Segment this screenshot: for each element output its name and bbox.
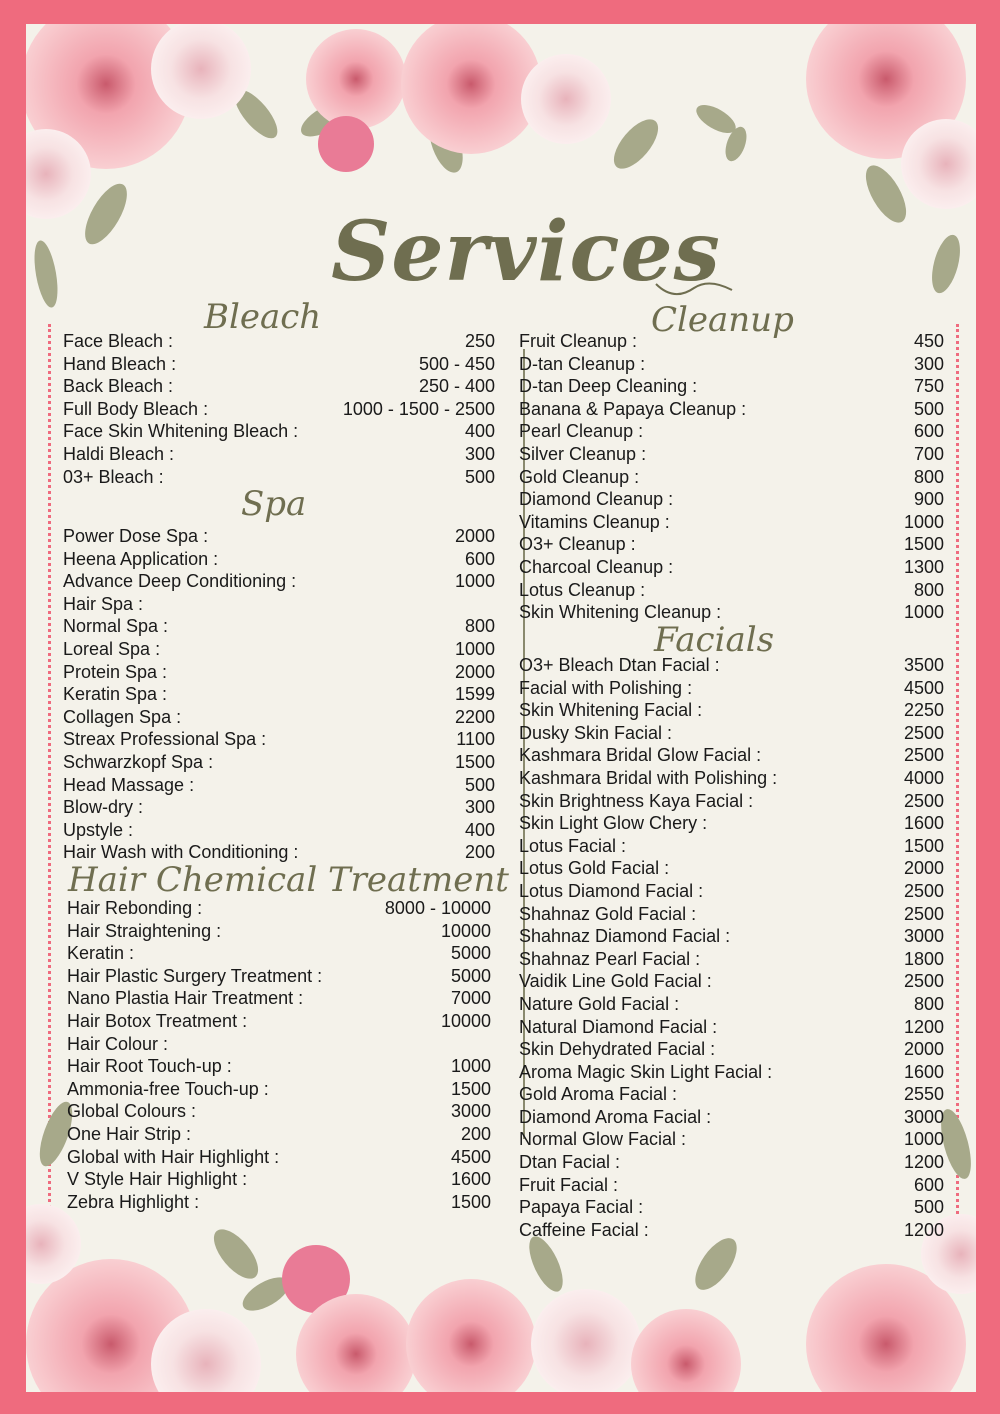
service-row	[519, 1174, 944, 1197]
service-name: Ammonia-free Touch-up :	[67, 1078, 269, 1099]
service-name: Collagen Spa :	[63, 706, 182, 727]
service-price: 1500	[454, 751, 495, 772]
service-row	[63, 796, 495, 819]
service-price: 800	[464, 616, 495, 637]
service-price: 2500	[903, 880, 944, 901]
service-row	[63, 593, 495, 616]
service-name: Lotus Diamond Facial :	[519, 880, 704, 901]
service-name: Back Bleach :	[63, 376, 174, 397]
service-price: 2500	[903, 903, 944, 924]
service-name: Nature Gold Facial :	[519, 993, 680, 1014]
service-price: 500	[913, 1197, 944, 1218]
service-row	[519, 812, 944, 835]
service-name: Normal Spa :	[63, 616, 169, 637]
service-row	[519, 880, 944, 903]
service-price: 2500	[903, 971, 944, 992]
service-row	[519, 970, 944, 993]
service-price: 200	[460, 1123, 491, 1144]
service-price: 2000	[903, 858, 944, 879]
service-row	[63, 420, 495, 443]
service-row	[63, 638, 495, 661]
service-row	[519, 1038, 944, 1061]
service-row	[519, 654, 944, 677]
service-price: 4000	[903, 767, 944, 788]
service-name: Dusky Skin Facial :	[519, 722, 673, 743]
service-name: Zebra Highlight :	[67, 1191, 200, 1212]
service-row	[519, 330, 944, 353]
service-row	[63, 751, 495, 774]
service-name: Kashmara Bridal with Polishing :	[519, 767, 778, 788]
service-row	[63, 570, 495, 593]
service-name: Banana & Papaya Cleanup :	[519, 398, 747, 419]
service-row	[63, 615, 495, 638]
service-row	[63, 706, 495, 729]
service-price: 1000	[454, 571, 495, 592]
service-row	[519, 835, 944, 858]
service-price: 1600	[450, 1169, 491, 1190]
service-price: 750	[913, 376, 944, 397]
service-row	[519, 1061, 944, 1084]
service-price: 2000	[903, 1039, 944, 1060]
service-price: 2250	[903, 700, 944, 721]
service-name: Papaya Facial :	[519, 1197, 644, 1218]
service-price: 2000	[454, 661, 495, 682]
service-name: Heena Application :	[63, 548, 219, 569]
service-price: 1200	[903, 1016, 944, 1037]
service-name: Upstyle :	[63, 819, 134, 840]
service-name: Skin Whitening Facial :	[519, 700, 703, 721]
service-row	[519, 398, 944, 421]
service-row	[67, 1033, 491, 1056]
service-price: 5000	[450, 943, 491, 964]
cleanup-heading: Cleanup	[651, 300, 794, 340]
service-price: 3000	[903, 926, 944, 947]
service-row	[67, 920, 491, 943]
service-price: 1800	[903, 948, 944, 969]
service-price: 2500	[903, 790, 944, 811]
service-row	[67, 1123, 491, 1146]
service-name: Skin Whitening Cleanup :	[519, 602, 722, 623]
service-name: Facial with Polishing :	[519, 677, 693, 698]
service-row	[67, 965, 491, 988]
paper-background	[26, 24, 976, 1392]
service-name: Streax Professional Spa :	[63, 729, 267, 750]
service-row	[519, 466, 944, 489]
service-row	[63, 774, 495, 797]
service-name: V Style Hair Highlight :	[67, 1169, 248, 1190]
service-price: 7000	[450, 988, 491, 1009]
service-name: Vaidik Line Gold Facial :	[519, 971, 712, 992]
service-price: 2550	[903, 1084, 944, 1105]
service-name: Hair Plastic Surgery Treatment :	[67, 965, 323, 986]
service-name: Skin Dehydrated Facial :	[519, 1039, 716, 1060]
service-name: Nano Plastia Hair Treatment :	[67, 988, 304, 1009]
service-price: 1000	[450, 1056, 491, 1077]
service-name: Lotus Facial :	[519, 835, 627, 856]
service-row	[519, 1219, 944, 1242]
service-name: Keratin Spa :	[63, 684, 168, 705]
service-name: Gold Aroma Facial :	[519, 1084, 678, 1105]
service-name: Vitamins Cleanup :	[519, 511, 670, 532]
page-title: Services	[331, 204, 721, 300]
service-price: 4500	[450, 1146, 491, 1167]
service-price: 5000	[450, 965, 491, 986]
service-price: 800	[913, 466, 944, 487]
service-name: Natural Diamond Facial :	[519, 1016, 718, 1037]
service-name: Hair Colour :	[67, 1033, 169, 1054]
service-price: 1500	[450, 1191, 491, 1212]
service-row	[519, 511, 944, 534]
service-row	[67, 897, 491, 920]
service-price: 3500	[903, 655, 944, 675]
service-row	[63, 398, 495, 421]
service-row	[519, 767, 944, 790]
service-row	[67, 1055, 491, 1078]
service-row	[519, 1083, 944, 1106]
service-price: 400	[464, 819, 495, 840]
service-price: 800	[913, 579, 944, 600]
service-price: 500	[464, 466, 495, 487]
service-price: 1000	[903, 511, 944, 532]
service-price: 1600	[903, 813, 944, 834]
service-name: Keratin :	[67, 943, 135, 964]
spa-heading: Spa	[241, 484, 307, 524]
service-name: Silver Cleanup :	[519, 443, 647, 464]
cleanup-list	[519, 330, 944, 624]
service-row	[519, 699, 944, 722]
service-row	[519, 1128, 944, 1151]
service-row	[519, 375, 944, 398]
service-name: Shahnaz Gold Facial :	[519, 903, 697, 924]
service-name: Hand Bleach :	[63, 353, 177, 374]
chemical-heading: Hair Chemical Treatment	[68, 860, 509, 900]
service-price: 250	[464, 331, 495, 351]
service-name: O3+ Bleach Dtan Facial :	[519, 655, 720, 675]
service-row	[63, 353, 495, 376]
service-row	[519, 790, 944, 813]
service-price: 2500	[903, 722, 944, 743]
service-row	[63, 819, 495, 842]
service-name: Caffeine Facial :	[519, 1219, 649, 1240]
service-row	[519, 677, 944, 700]
service-row	[519, 903, 944, 926]
service-name: Hair Spa :	[63, 593, 144, 614]
service-price: 600	[464, 548, 495, 569]
service-price: 10000	[440, 1010, 491, 1031]
spa-list	[63, 525, 495, 864]
service-price: 1600	[903, 1061, 944, 1082]
service-row	[519, 948, 944, 971]
facials-heading: Facials	[654, 620, 775, 660]
service-price: 8000 - 10000	[384, 898, 491, 918]
service-price: 1500	[450, 1078, 491, 1099]
service-name: Hair Botox Treatment :	[67, 1010, 248, 1031]
service-name: Shahnaz Diamond Facial :	[519, 926, 731, 947]
service-name: Blow-dry :	[63, 797, 144, 818]
service-name: Fruit Facial :	[519, 1174, 619, 1195]
service-name: Skin Brightness Kaya Facial :	[519, 790, 754, 811]
service-name: Hair Wash with Conditioning :	[63, 842, 299, 863]
service-row	[519, 1196, 944, 1219]
service-name: 03+ Bleach :	[63, 466, 164, 487]
service-name: D-tan Cleanup :	[519, 353, 646, 374]
service-price: 250 - 400	[418, 376, 495, 397]
service-price: 1100	[456, 729, 495, 750]
service-price: 1000	[454, 638, 495, 659]
service-row	[519, 488, 944, 511]
service-name: Face Skin Whitening Bleach :	[63, 421, 299, 442]
service-name: Diamond Cleanup :	[519, 489, 674, 510]
facials-list	[519, 654, 944, 1241]
service-price: 900	[913, 489, 944, 510]
service-row	[519, 722, 944, 745]
service-row	[63, 661, 495, 684]
service-row	[63, 375, 495, 398]
service-price: 10000	[440, 920, 491, 941]
service-price: 2500	[903, 745, 944, 766]
service-price: 1200	[903, 1219, 944, 1240]
service-price: 2200	[454, 706, 495, 727]
service-name: Kashmara Bridal Glow Facial :	[519, 745, 762, 766]
service-name: Normal Glow Facial :	[519, 1129, 687, 1150]
service-name: Hair Rebonding :	[67, 898, 203, 918]
service-price: 700	[913, 443, 944, 464]
service-price: 1300	[903, 556, 944, 577]
service-name: Global Colours :	[67, 1101, 197, 1122]
service-name: Lotus Gold Facial :	[519, 858, 670, 879]
service-price: 3000	[450, 1101, 491, 1122]
service-price: 1000 - 1500 - 2500	[342, 398, 495, 419]
service-name: Skin Light Glow Chery :	[519, 813, 708, 834]
service-row	[67, 1100, 491, 1123]
service-price: 300	[913, 353, 944, 374]
service-name: Face Bleach :	[63, 331, 174, 351]
service-name: Head Massage :	[63, 774, 195, 795]
service-row	[63, 330, 495, 353]
service-name: Schwarzkopf Spa :	[63, 751, 214, 772]
service-row	[519, 857, 944, 880]
service-row	[67, 1010, 491, 1033]
chemical-list	[67, 897, 491, 1213]
pink-rose-icon	[26, 24, 976, 219]
service-name: Global with Hair Highlight :	[67, 1146, 280, 1167]
service-name: Aroma Magic Skin Light Facial :	[519, 1061, 773, 1082]
service-row	[63, 525, 495, 548]
service-price: 600	[913, 421, 944, 442]
service-name: One Hair Strip :	[67, 1123, 192, 1144]
service-name: Gold Cleanup :	[519, 466, 640, 487]
service-name: Dtan Facial :	[519, 1152, 621, 1173]
service-price: 1500	[903, 835, 944, 856]
service-name: Shahnaz Pearl Facial :	[519, 948, 701, 969]
service-row	[67, 942, 491, 965]
service-row	[519, 353, 944, 376]
service-price: 1200	[903, 1152, 944, 1173]
service-row	[519, 1016, 944, 1039]
service-price: 300	[464, 797, 495, 818]
service-price: 500	[913, 398, 944, 419]
bleach-list	[63, 330, 495, 488]
service-row	[519, 1151, 944, 1174]
service-price: 1500	[903, 534, 944, 555]
bleach-heading: Bleach	[204, 297, 322, 337]
service-row	[519, 1106, 944, 1129]
service-name: Lotus Cleanup :	[519, 579, 646, 600]
service-price: 4500	[903, 677, 944, 698]
service-row	[519, 993, 944, 1016]
service-row	[519, 579, 944, 602]
service-price: 1599	[454, 684, 495, 705]
service-name: Advance Deep Conditioning :	[63, 571, 297, 592]
service-row	[519, 420, 944, 443]
service-row	[519, 533, 944, 556]
service-price: 500 - 450	[418, 353, 495, 374]
service-name: Protein Spa :	[63, 661, 168, 682]
service-price: 2000	[454, 526, 495, 546]
service-price: 500	[464, 774, 495, 795]
service-row	[67, 1078, 491, 1101]
service-price: 200	[464, 842, 495, 863]
service-row	[63, 548, 495, 571]
service-price: 450	[913, 331, 944, 351]
service-row	[67, 1146, 491, 1169]
service-name: Loreal Spa :	[63, 638, 161, 659]
service-name: Charcoal Cleanup :	[519, 556, 674, 577]
service-row	[67, 1191, 491, 1214]
service-row	[63, 683, 495, 706]
service-name: Fruit Cleanup :	[519, 331, 638, 351]
service-row	[519, 744, 944, 767]
service-name: Hair Root Touch-up :	[67, 1056, 232, 1077]
service-price: 1000	[903, 602, 944, 623]
service-name: Pearl Cleanup :	[519, 421, 644, 442]
service-price: 600	[913, 1174, 944, 1195]
service-row	[519, 925, 944, 948]
service-price: 400	[464, 421, 495, 442]
service-name: Power Dose Spa :	[63, 526, 209, 546]
service-row	[519, 443, 944, 466]
service-row	[63, 728, 495, 751]
service-name: Full Body Bleach :	[63, 398, 209, 419]
service-name: D-tan Deep Cleaning :	[519, 376, 698, 397]
service-row	[67, 1168, 491, 1191]
service-name: Diamond Aroma Facial :	[519, 1106, 712, 1127]
service-price: 300	[464, 443, 495, 464]
service-name: Hair Straightening :	[67, 920, 222, 941]
service-price: 800	[913, 993, 944, 1014]
service-price: 3000	[903, 1106, 944, 1127]
service-row	[519, 556, 944, 579]
service-name: Haldi Bleach :	[63, 443, 175, 464]
service-row	[63, 443, 495, 466]
service-row	[67, 987, 491, 1010]
service-price: 1000	[903, 1129, 944, 1150]
service-name: O3+ Cleanup :	[519, 534, 636, 555]
